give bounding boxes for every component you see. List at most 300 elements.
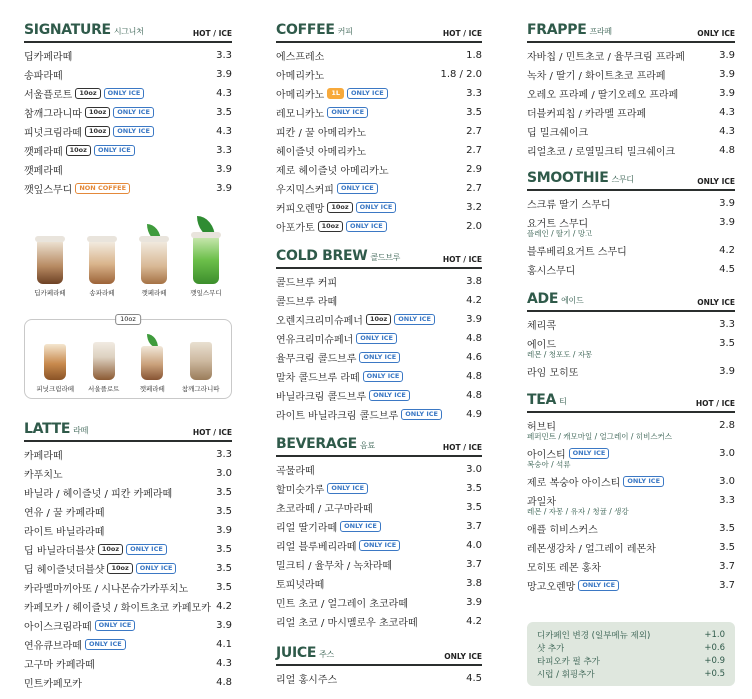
item-name: 딥 헤이즐넛더블샷 [24,565,105,576]
menu-item [24,635,232,654]
item-name: 샷 추가 [537,643,565,654]
cup-image [141,240,167,284]
tea-section [527,392,735,595]
menu-item [276,103,482,122]
photo-label: 깻페라떼 [139,385,165,393]
item-price: 3.7 [466,559,482,570]
item-badge: 10oz [318,221,343,232]
menu-item [276,65,482,84]
item-name: 카페라떼 [24,451,63,462]
item-name: 라이트 바닐라크림 콜드브루 [276,411,399,422]
item-price: 4.3 [216,88,232,99]
item-name: 우지믹스커피 [276,185,334,196]
menu-item [527,103,735,122]
menu-item [527,241,735,260]
menu-item [537,628,725,641]
menu-item [276,46,482,65]
item-price: 4.2 [719,245,735,256]
item-price: 3.3 [466,88,482,99]
section-header [276,645,482,666]
item-badge: 10oz [107,563,132,574]
menu-item [276,498,482,517]
section-tag: ONLY ICE [444,652,482,661]
menu-item [24,179,232,198]
menu-item [276,291,482,310]
menu-item [537,667,725,680]
item-badge: ONLY ICE [369,390,410,401]
item-price: 4.2 [466,616,482,627]
box-tag: 10oz [115,314,141,325]
item-badge: ONLY ICE [359,540,400,551]
section-title: LATTE [24,421,71,437]
item-name: 오렌지크리미슈페너 [276,316,363,327]
item-name: 라이트 바닐라라떼 [24,527,105,538]
item-name: 깻페라떼 [24,147,63,158]
item-name: 아메리카노 [276,90,325,101]
item-price: 3.7 [719,580,735,591]
item-badge: ONLY ICE [327,483,368,494]
item-name: 아이스크림라떼 [24,622,92,633]
item-name: 아이스티 [527,450,566,461]
item-badge: ONLY ICE [94,145,135,156]
item-name: 모히또 레몬 홍차 [527,563,601,574]
menu-item [527,557,735,576]
cup-image [93,342,115,380]
item-name: 시럽 / 휘핑추가 [537,669,595,680]
item-price: 3.9 [216,164,232,175]
item-badge: ONLY ICE [337,183,378,194]
menu-item [24,502,232,521]
menu-item [276,141,482,160]
section-header [527,22,735,43]
menu-item [276,669,482,688]
item-price: 4.2 [466,295,482,306]
item-price: 3.9 [216,525,232,536]
cup-image [44,344,66,380]
item-price: 2.8 [719,420,735,431]
ade-section [527,291,735,381]
item-badge: ONLY ICE [340,521,381,532]
item-name: 스크류 딸기 스무디 [527,200,611,211]
menu-item [527,84,735,103]
item-price: 3.9 [466,314,482,325]
item-badge: 10oz [366,314,391,325]
item-price: +0.9 [704,655,725,666]
photo-label: 깻잎스무디 [190,289,222,297]
item-name: 레몬생강차 / 얼그레이 레몬차 [527,544,656,555]
menu-item [276,574,482,593]
photo-label: 딥카페라떼 [34,289,66,297]
menu-item [24,46,232,65]
item-badge: 10oz [66,145,91,156]
item-name: 요거트 스무디 [527,219,589,230]
item-name: 리얼초코 / 로열밀크티 밀크쉐이크 [527,147,676,158]
item-name: 피넛크림라떼 [24,128,82,139]
item-name: 밀크티 / 율무차 / 녹차라떼 [276,561,393,572]
menu-item [276,122,482,141]
section-title-ko: 커피 [337,27,353,36]
menu-item [527,260,735,279]
menu-item [527,141,735,160]
item-price: 4.8 [466,371,482,382]
section-header [24,421,232,442]
item-price: 3.0 [466,464,482,475]
menu-list [527,46,735,160]
item-price: 3.9 [216,620,232,631]
item-name: 콜드브루 라떼 [276,297,338,308]
latte-section [24,421,232,692]
item-name: 고구마 카페라떼 [24,660,95,671]
photo-label: 서울플로트 [88,385,120,393]
item-name: 아메리카노 [276,71,325,82]
item-name: 허브티 [527,422,556,433]
menu-item [24,103,232,122]
section-title-ko: 프라페 [589,27,612,36]
item-badge: ONLY ICE [327,107,368,118]
section-tag: HOT / ICE [442,443,482,452]
item-name: 헤이즐넛 아메리카노 [276,147,367,158]
menu-item [276,386,482,405]
item-name: 토피넛라떼 [276,580,325,591]
item-price: 3.0 [719,448,735,459]
cup-image [89,240,115,284]
section-title: ADE [527,291,559,307]
item-price: 2.9 [466,164,482,175]
item-price: 3.9 [719,217,735,228]
item-name: 과일차 [527,497,556,508]
item-price: 3.5 [216,506,232,517]
item-badge: ONLY ICE [347,88,388,99]
box-photos [31,328,225,393]
menu-item [276,536,482,555]
item-price: 4.5 [719,264,735,275]
item-name: 라임 모히또 [527,368,579,379]
smoothie-section [527,170,735,279]
item-price: 3.5 [216,563,232,574]
item-name: 아포가토 [276,223,315,234]
item-badge: ONLY ICE [394,314,435,325]
item-name: 체리콕 [527,321,556,332]
item-price: 4.5 [466,673,482,684]
column-right [527,0,735,699]
item-badge: ONLY ICE [113,126,154,137]
item-name: 리얼 딸기라떼 [276,523,338,534]
section-title-ko: 콜드브루 [370,253,401,262]
menu-list [276,46,482,236]
menu-item [24,521,232,540]
menu-list [24,445,232,692]
item-name: 카라멜마끼아또 / 시나몬슈가카푸치노 [24,584,189,595]
item-options: 페퍼민트 / 캐모마일 / 얼그레이 / 히비스커스 [527,432,673,441]
item-name: 피칸 / 꿀 아메리카노 [276,128,367,139]
section-tag: ONLY ICE [697,298,735,307]
item-badge: ONLY ICE [363,371,404,382]
menu-item [24,65,232,84]
menu-item [276,479,482,498]
section-title-ko: 시그니처 [113,27,144,36]
cup-image [190,342,212,380]
section-title: COLD BREW [276,248,368,264]
item-price: 3.5 [466,483,482,494]
item-name: 디카페인 변경 (일부메뉴 제외) [537,630,651,641]
juice-section [276,645,482,688]
menu-list [24,46,232,198]
item-name: 딥카페라떼 [24,52,73,63]
item-price: 3.5 [719,542,735,553]
item-price: +0.6 [704,642,725,653]
item-price: 3.9 [719,88,735,99]
item-badge: NON COFFEE [75,183,130,194]
cup-image [37,240,63,284]
item-name: 깻페라떼 [24,166,63,177]
item-price: 3.9 [719,69,735,80]
menu-list [527,194,735,279]
menu-item [24,160,232,179]
item-badge: ONLY ICE [126,544,167,555]
item-options: 레몬 / 청포도 / 자몽 [527,350,593,359]
section-tag: HOT / ICE [192,29,232,38]
drink-photo [24,206,76,297]
cup-image [141,346,163,380]
item-name: 초코라떼 / 고구마라떼 [276,504,373,515]
item-name: 연유크리미슈페너 [276,335,354,346]
menu-item [537,641,725,654]
item-price: 3.8 [466,276,482,287]
photo-label: 깻페라떼 [141,289,167,297]
photo-label: 피넛크림라떼 [36,385,75,393]
item-badge: 10oz [85,126,110,137]
item-price: 2.0 [466,221,482,232]
item-price: 1.8 / 2.0 [440,69,482,80]
item-price: 3.9 [719,50,735,61]
item-price: 2.7 [466,183,482,194]
extras-box [527,622,735,686]
menu-list [276,669,482,688]
item-price: 3.2 [466,202,482,213]
menu-item [527,362,735,381]
menu-item [276,612,482,631]
item-name: 커피오렌망 [276,204,325,215]
section-title-ko: 스무디 [611,175,634,184]
item-price: 4.8 [719,145,735,156]
column-left [24,0,232,699]
section-header [24,22,232,43]
item-name: 곡물라떼 [276,466,315,477]
menu-item [527,46,735,65]
menu-item [527,519,735,538]
menu-item [527,315,735,334]
extras-list [537,628,725,680]
item-badge: ONLY ICE [356,333,397,344]
item-name: 리얼 블루베리라떼 [276,542,357,553]
item-name: 망고오렌망 [527,582,576,593]
section-title: TEA [527,392,557,408]
item-price: 3.5 [719,523,735,534]
item-name: 바닐라크림 콜드브루 [276,392,367,403]
signature-section [24,22,232,198]
item-name: 콜드브루 커피 [276,278,338,289]
item-price: 3.5 [216,487,232,498]
column-middle [276,0,482,699]
section-title-ko: 에이드 [561,296,584,305]
menu-item [24,483,232,502]
item-name: 연유큐브라떼 [24,641,82,652]
item-name: 민트 초코 / 얼그레이 초코라떼 [276,599,409,610]
item-price: 4.1 [216,639,232,650]
item-price: 1.8 [466,50,482,61]
item-badge: ONLY ICE [113,107,154,118]
section-title: BEVERAGE [276,436,357,452]
item-badge: 10oz [327,202,352,213]
10oz-box [24,315,232,399]
item-price: 3.5 [216,582,232,593]
menu-item [276,405,482,424]
section-title: SMOOTHIE [527,170,609,186]
item-name: 리얼 초코 / 마시멜로우 초코라떼 [276,618,418,629]
item-price: 4.3 [719,107,735,118]
drink-photo [76,206,128,297]
item-price: 2.7 [466,126,482,137]
section-title-ko: 주스 [319,650,334,659]
menu-item [24,673,232,692]
item-price: 4.3 [216,126,232,137]
section-title: SIGNATURE [24,22,111,38]
item-name: 타피오카 펄 추가 [537,656,600,667]
item-badge: ONLY ICE [569,448,610,459]
section-header [276,436,482,457]
menu-item [527,194,735,213]
section-header [527,291,735,312]
menu-item [276,329,482,348]
menu-item [24,616,232,635]
section-header [527,392,735,413]
signature-photos [24,206,232,297]
drink-photo [180,206,232,297]
item-name: 홍시스무디 [527,266,576,277]
item-name: 제로 헤이즐넛 아메리카노 [276,166,389,177]
item-price: 3.5 [216,544,232,555]
item-badge: ONLY ICE [401,409,442,420]
item-price: 3.3 [216,145,232,156]
item-price: 4.0 [466,540,482,551]
item-options: 플레인 / 딸기 / 망고 [527,229,593,238]
item-badge: ONLY ICE [104,88,145,99]
menu-list [527,416,735,595]
item-price: 3.8 [466,578,482,589]
item-price: +1.0 [704,629,725,640]
item-price: 3.7 [719,561,735,572]
item-name: 참깨그라니따 [24,109,82,120]
item-price: 4.3 [216,658,232,669]
menu-item [276,593,482,612]
item-price: 3.5 [719,338,735,349]
frappe-section [527,22,735,160]
menu-item [24,141,232,160]
item-price: +0.5 [704,668,725,679]
item-price: 3.9 [466,597,482,608]
item-name: 할미숫가루 [276,485,325,496]
menu-item [527,65,735,84]
item-price: 3.3 [719,319,735,330]
menu-item [24,654,232,673]
menu-item [527,472,735,491]
coldbrew-section [276,248,482,424]
item-name: 깻잎스무디 [24,185,73,196]
item-badge: ONLY ICE [578,580,619,591]
item-badge: 10oz [98,544,123,555]
menu-list [527,315,735,381]
menu-item [24,578,232,597]
item-name: 리얼 홍시주스 [276,675,338,686]
cup-image [193,236,219,284]
menu-item [276,198,482,217]
menu-item [24,84,232,103]
item-name: 딥 밀크쉐이크 [527,128,589,139]
item-name: 오레오 프라페 / 딸기오레오 프라페 [527,90,679,101]
item-name: 연유 / 꿀 카페라떼 [24,508,105,519]
item-name: 애플 히비스커스 [527,525,598,536]
section-header [276,22,482,43]
menu-item [24,445,232,464]
item-name: 에이드 [527,340,556,351]
menu-item [276,460,482,479]
item-badge: ONLY ICE [623,476,664,487]
section-tag: HOT / ICE [192,428,232,437]
drink-photo [80,328,129,393]
menu-item [276,367,482,386]
item-badge: ONLY ICE [136,563,177,574]
item-price: 3.3 [216,449,232,460]
item-name: 더블커피칩 / 카라멜 프라페 [527,109,647,120]
item-name: 녹차 / 딸기 / 화이트초코 프라페 [527,71,666,82]
menu-item [276,84,482,103]
menu-item [24,597,232,616]
menu-item [276,348,482,367]
menu-item [276,160,482,179]
section-title-ko: 티 [559,397,567,406]
item-name: 민트카페모카 [24,679,82,690]
item-price: 4.3 [719,126,735,137]
item-price: 3.9 [719,198,735,209]
menu-item [537,654,725,667]
menu-item [276,217,482,236]
photo-label: 참깨그라니따 [181,385,220,393]
section-header [276,248,482,269]
item-price: 3.9 [216,183,232,194]
item-badge: ONLY ICE [346,221,387,232]
menu-item [24,559,232,578]
drink-photo [128,206,180,297]
item-name: 카푸치노 [24,470,63,481]
menu-item [24,122,232,141]
menu-item [276,272,482,291]
menu-list [276,460,482,631]
item-name: 송파라떼 [24,71,63,82]
item-price: 3.0 [216,468,232,479]
item-price: 3.9 [719,366,735,377]
section-title: FRAPPE [527,22,587,38]
item-price: 3.5 [466,107,482,118]
item-price: 4.8 [466,390,482,401]
drink-photo [128,328,177,393]
item-name: 율무크림 콜드브루 [276,354,357,365]
item-name: 서울플로트 [24,90,73,101]
section-title-ko: 라떼 [73,426,89,435]
menu-item [527,122,735,141]
item-name: 에스프레소 [276,52,325,63]
item-name: 말차 콜드브루 라떼 [276,373,360,384]
item-name: 바닐라 / 헤이즐넛 / 피칸 카페라떼 [24,489,173,500]
